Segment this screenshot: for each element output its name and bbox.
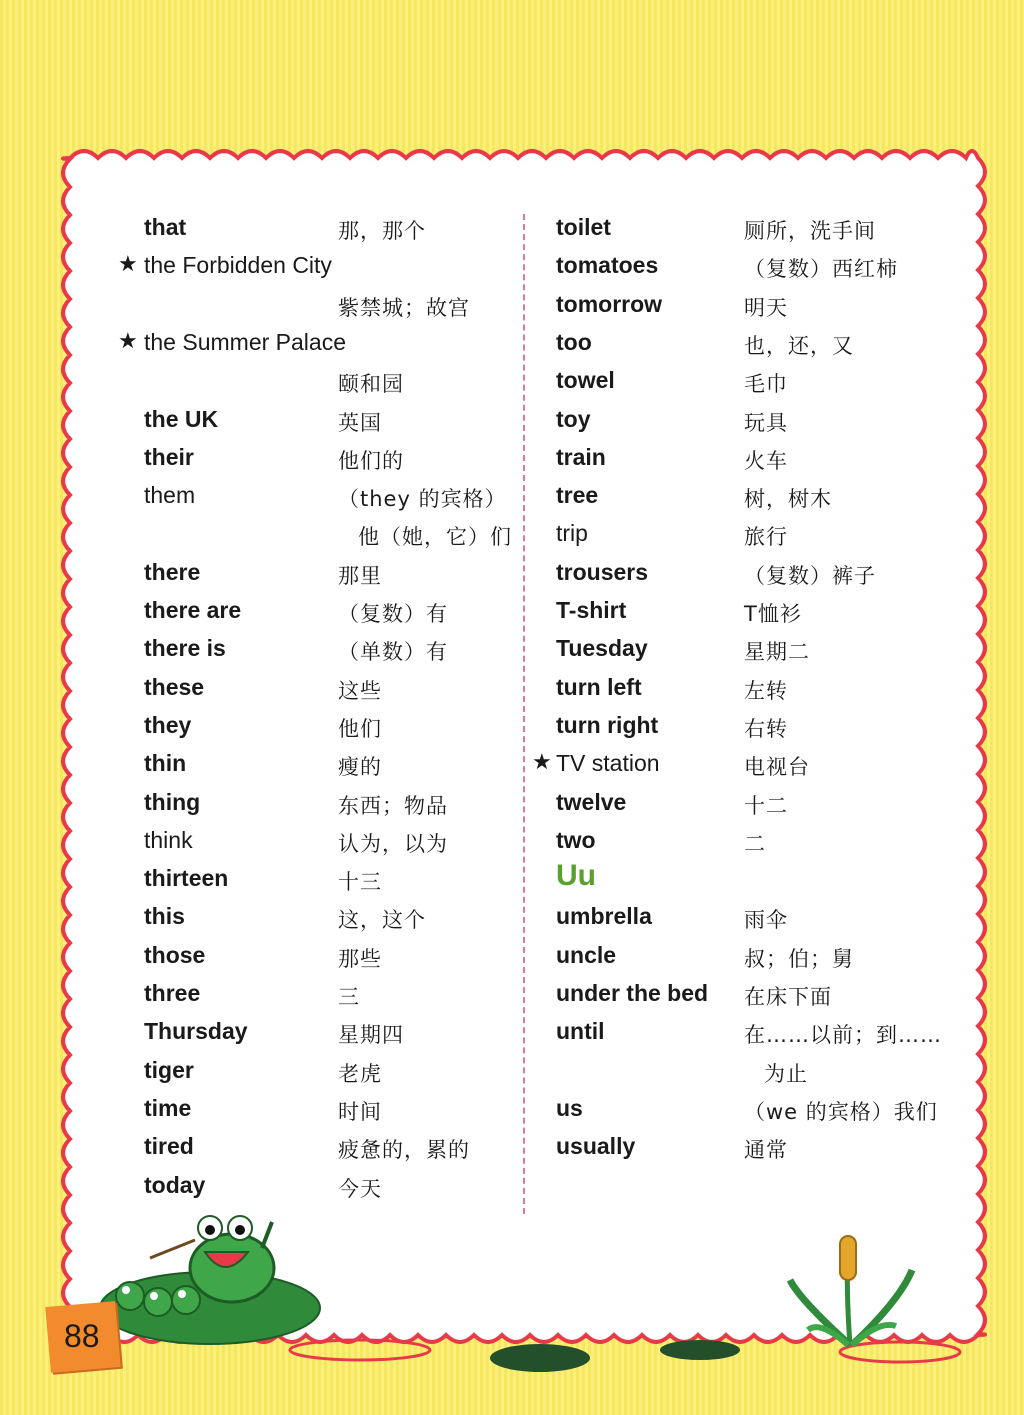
puddle-icon: [290, 1340, 960, 1372]
english-term: usually: [556, 1133, 636, 1160]
chinese-translation: 叔；伯；舅: [744, 946, 854, 971]
chinese-translation: 颐和园: [338, 372, 404, 397]
english-term: train: [556, 443, 606, 470]
chinese-translation: 为止: [764, 1061, 808, 1086]
chinese-translation: 这，这个: [338, 908, 426, 933]
chinese-translation: （复数）有: [338, 602, 448, 626]
chinese-translation: 紫禁城；故宫: [338, 295, 470, 320]
chinese-translation: 厕所，洗手间: [744, 219, 876, 243]
english-term: us: [556, 1094, 583, 1121]
chinese-translation: 树，树木: [744, 487, 832, 512]
chinese-translation: 时间: [338, 1099, 382, 1124]
chinese-translation: 火车: [744, 448, 788, 473]
chinese-translation: （单数）有: [338, 640, 448, 665]
chinese-translation: 这些: [338, 678, 382, 703]
chinese-translation: 那，那个: [338, 219, 426, 243]
page-number: 88: [64, 1318, 100, 1354]
english-term: the Forbidden City: [144, 252, 332, 279]
chinese-translation: 那些: [338, 946, 382, 971]
english-term: today: [144, 1171, 206, 1198]
chinese-translation: （复数）裤子: [744, 563, 876, 588]
chinese-translation: 也，还，又: [744, 333, 854, 358]
english-term: those: [144, 941, 206, 968]
english-term: toilet: [556, 214, 611, 240]
star-icon: ★: [118, 252, 138, 278]
chinese-translation: 三: [338, 985, 360, 1009]
english-term: turn left: [556, 673, 642, 700]
english-term: there: [144, 558, 201, 585]
english-term: two: [556, 826, 596, 853]
chinese-translation: 星期四: [338, 1023, 404, 1048]
chinese-translation: 那里: [338, 563, 382, 588]
english-term: umbrella: [556, 903, 652, 930]
chinese-translation: 在……以前；到……: [744, 1023, 942, 1048]
english-term: turn right: [556, 711, 659, 738]
chinese-translation: 认为，以为: [338, 831, 448, 856]
english-term: tomorrow: [556, 290, 663, 317]
chinese-translation: 右转: [744, 716, 788, 741]
chinese-translation: 雨伞: [744, 908, 788, 933]
chinese-translation: 二: [744, 831, 766, 856]
english-term: Thursday: [144, 1018, 248, 1045]
chinese-translation: 他们: [338, 716, 382, 741]
english-term: tomatoes: [556, 252, 659, 279]
chinese-translation: 他们的: [338, 448, 404, 473]
chinese-translation: 毛巾: [744, 372, 788, 397]
english-term: tree: [556, 482, 599, 509]
english-term: T-shirt: [556, 597, 627, 623]
chinese-translation: 十三: [338, 870, 382, 895]
chinese-translation: 英国: [338, 410, 382, 435]
chinese-translation: 玩具: [744, 410, 788, 435]
english-term: them: [144, 482, 196, 509]
section-heading: Uu: [556, 859, 596, 893]
english-term: the Summer Palace: [144, 328, 346, 355]
chinese-translation: 今天: [338, 1176, 382, 1201]
chinese-translation: （they 的宾格）: [338, 487, 507, 512]
english-term: uncle: [556, 941, 617, 968]
chinese-translation: 老虎: [338, 1061, 382, 1086]
chinese-translation: T恤衫: [744, 602, 802, 626]
english-term: there are: [144, 597, 242, 623]
english-term: too: [556, 328, 592, 355]
english-term: these: [144, 673, 205, 700]
english-term: twelve: [556, 788, 627, 815]
chinese-translation: 左转: [744, 678, 788, 703]
chinese-translation: 在床下面: [744, 985, 832, 1009]
english-term: think: [144, 826, 193, 853]
star-icon: ★: [532, 750, 552, 776]
chinese-translation: 东西；物品: [338, 793, 448, 818]
column-divider: [523, 214, 525, 1214]
english-term: there is: [144, 635, 226, 662]
english-term: until: [556, 1018, 605, 1045]
english-term: Tuesday: [556, 635, 648, 662]
english-term: thirteen: [144, 865, 229, 892]
english-term: tired: [144, 1133, 194, 1160]
english-term: the UK: [144, 405, 219, 432]
english-term: they: [144, 711, 192, 738]
english-term: their: [144, 443, 194, 470]
english-term: this: [144, 903, 185, 930]
chinese-translation: （we 的宾格）我们: [744, 1099, 938, 1124]
chinese-translation: 瘦的: [338, 755, 382, 780]
chinese-translation: 通常: [744, 1138, 788, 1163]
chinese-translation: 星期二: [744, 640, 810, 665]
chinese-translation: 明天: [744, 295, 788, 320]
english-term: thing: [144, 788, 201, 815]
chinese-translation: 疲惫的，累的: [338, 1138, 470, 1163]
chinese-translation: 旅行: [744, 525, 788, 550]
english-term: thin: [144, 750, 187, 777]
chinese-translation: 十二: [744, 793, 788, 818]
english-term: that: [144, 214, 187, 240]
english-term: toy: [556, 405, 591, 432]
english-term: time: [144, 1094, 192, 1121]
english-term: trip: [556, 520, 588, 547]
english-term: tiger: [144, 1056, 194, 1083]
chinese-translation: 电视台: [744, 755, 810, 780]
chinese-translation: （复数）西红柿: [744, 257, 898, 282]
english-term: under the bed: [556, 980, 709, 1006]
english-term: three: [144, 980, 201, 1006]
english-term: TV station: [556, 750, 660, 777]
english-term: trousers: [556, 558, 649, 585]
chinese-translation: 他（她，它）们: [358, 525, 512, 550]
english-term: towel: [556, 367, 615, 394]
star-icon: ★: [118, 328, 138, 354]
